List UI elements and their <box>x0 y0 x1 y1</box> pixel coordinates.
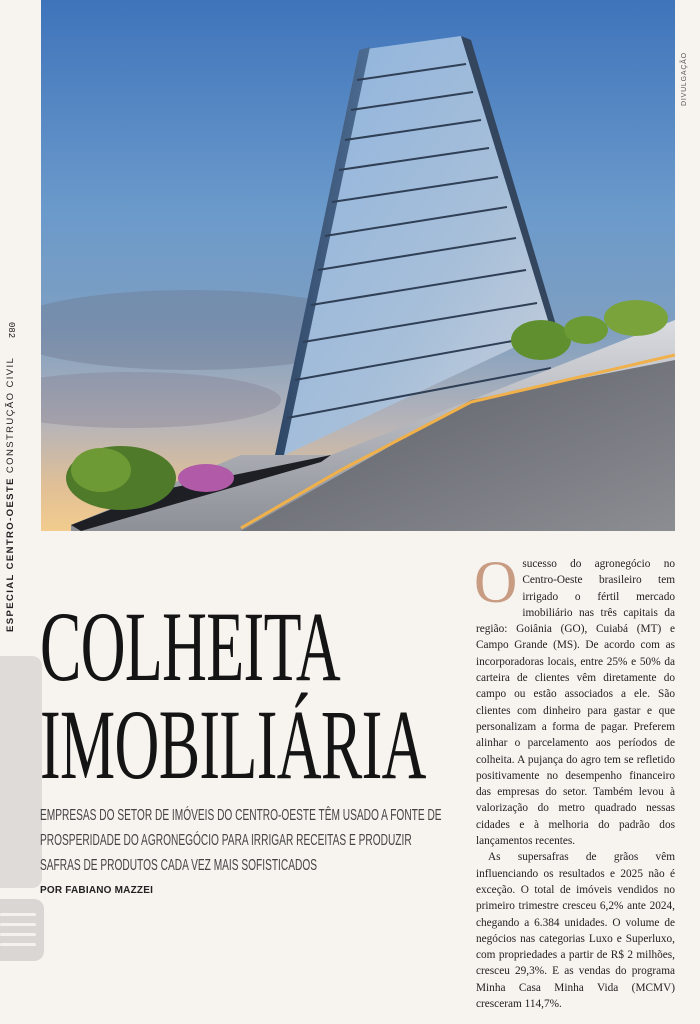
running-head <box>3 344 17 634</box>
hamburger-menu-icon <box>0 913 36 916</box>
title-line-1: COLHEITA <box>40 591 341 702</box>
hero-photo <box>41 0 675 531</box>
side-tab[interactable] <box>0 656 42 888</box>
running-head-section: ESPECIAL CENTRO-OESTE <box>5 477 16 632</box>
article-deck: EMPRESAS DO SETOR DE IMÓVEIS DO CENTRO-OESTE TÊM USADO A FONTE DE PROSPERIDADE DO AGRONEGÓCIO PARA IRRIGAR RECEITAS E PRODUZIR SAFRAS DE PRODUTOS CADA VEZ MAIS SOFISTICADOS <box>40 807 442 874</box>
hamburger-menu-icon-bar <box>0 933 36 936</box>
paragraph-1-text: sucesso do agronegócio no Centro-Oeste brasileiro tem irrigado o fértil mercado imobiliário nas três capitais da região: Goiânia (GO), Cuiabá (MT) e Campo Grande (MS). De acordo com as incorporadoras locais, entre 25% e 50% da carteira de clientes vêm diretamente do campo ou estão associados a ele. São clientes com dinheiro para gastar e que personalizam a forma de pagar. Preferem alinhar o parcelamento aos períodos de colheita. A pujança do agro tem se refletido positivamente no desempenho financeiro das empresas do setor. Também levou à valorização do metro quadrado nessas cidades e à melhoria do padrão dos lançamentos recentes. <box>476 558 675 848</box>
byline: POR FABIANO MAZZEI <box>40 885 154 896</box>
photo-credit: DIVULGAÇÃO <box>681 52 688 106</box>
page-number: 082 <box>6 322 16 339</box>
tower-rendering <box>41 0 675 531</box>
body-paragraph-2: As supersafras de grãos vêm influenciando os resultados e 2025 não é exceção. O total de imóveis vendidos no primeiro trimestre cresceu 6,2% ante 2024, chegando a 6.384 unidades. O volume de negócios nas categorias Luxo e Superluxo, com propriedades a partir de R$ 2 milhões, cresceu 29,3%. E as vendas do programa Minha Casa Minha Vida (MCMV) cresceram 114,7%. <box>476 851 675 1011</box>
title-line-2: IMOBILIÁRIA <box>40 689 426 800</box>
article-title <box>40 591 426 800</box>
menu-button[interactable] <box>0 899 44 961</box>
hamburger-menu-icon-bar <box>0 943 36 946</box>
hamburger-menu-icon-bar <box>0 923 36 926</box>
drop-cap: O <box>474 549 518 615</box>
body-paragraph-1 <box>474 549 675 849</box>
running-head-topic: CONSTRUÇÃO CIVIL <box>5 356 16 478</box>
article-body <box>474 549 675 1012</box>
